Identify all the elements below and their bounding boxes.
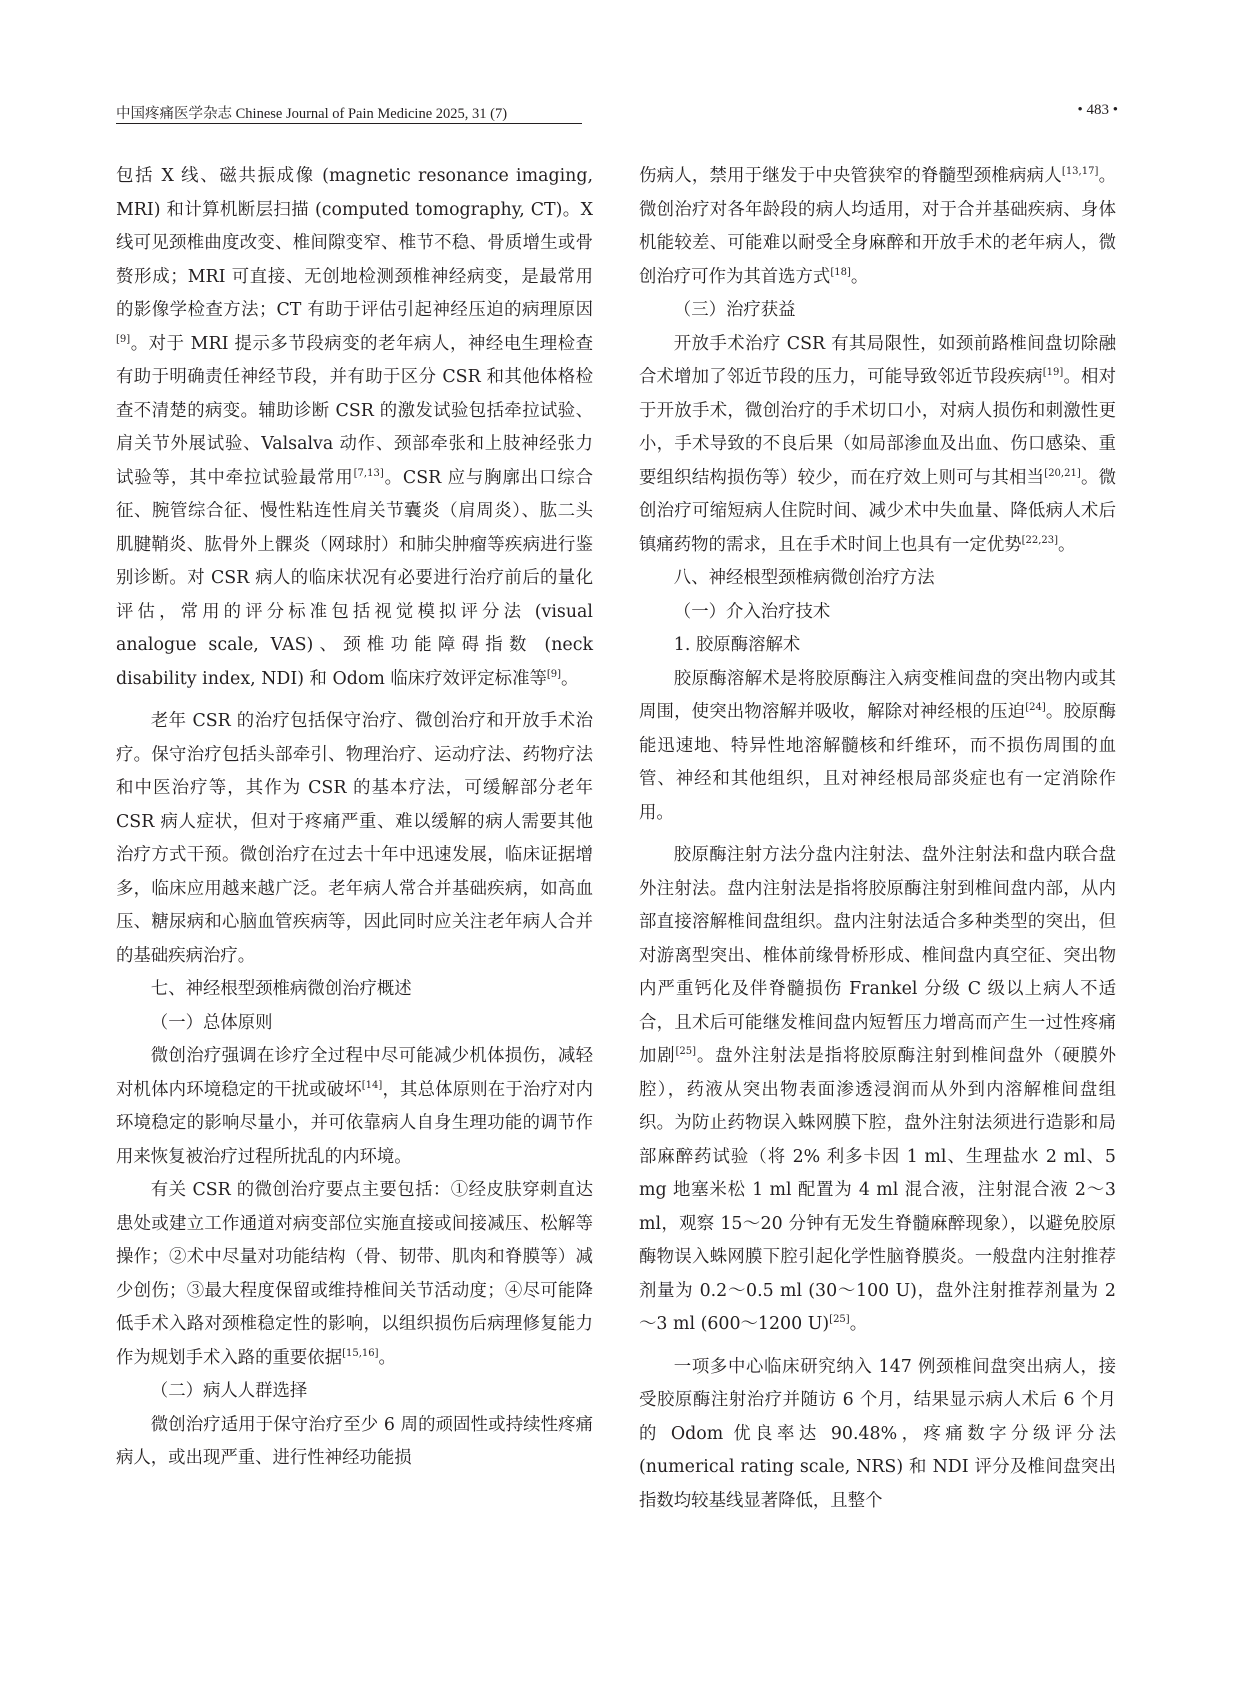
citation: [14] [361,1079,383,1091]
subsection-heading-patient-selection: （二）病人人群选择 [150,1381,308,1401]
citation: [25] [829,1314,850,1325]
paragraph-patient-selection-continued: 伤病人，禁用于继发于中央管狭窄的脊髓型颈椎病病人[13,17]。微创治疗对各年龄段的病人均适用，对于合并基础疾病、身体机能较差、可能难以耐受全身麻醉和开放手术的老年病人，微创治疗可作为其首选方式[18]。 [639,166,1116,287]
subsection-heading-general-principles: （一）总体原则 [150,1012,273,1033]
paragraph-general-principles: 微创治疗强调在诊疗全过程中尽可能减少机体损伤，减轻对机体内环境稳定的干扰或破坏[14]，其总体原则在于治疗对内环境稳定的影响尽量小，并可依靠病人自身生理功能的调节作用来恢复被治疗过程所扰乱的内环境。 [116,1046,593,1167]
citation: [9] [116,333,131,345]
journal-title: 中国疼痛医学杂志 Chinese Journal of Pain Medicine 2025, 31 (7) [116,106,508,122]
section-heading-7: 七、神经根型颈椎病微创治疗概述 [150,979,412,999]
citation: [7,13] [353,467,384,479]
citation: [19] [1042,367,1064,378]
citation: [25] [675,1046,697,1057]
section-heading-8: 八、神经根型颈椎病微创治疗方法 [673,568,935,588]
citation: [18] [830,266,851,278]
citation: [13,17] [1061,166,1099,177]
paragraph-key-points: 有关 CSR 的微创治疗要点主要包括：①经皮肤穿刺直达患处或建立工作通道对病变部位实施直接或间接减压、松解等操作；②术中尽量对功能结构（骨、韧带、肌肉和脊膜等）减少创伤；③最大程度保留或维持椎间关节活动度；④尽可能降低手术入路对颈椎稳定性的影响，以组织损伤后病理修复能力作为规划手术入路的重要依据[15,16]。 [116,1180,593,1368]
citation: [22,23] [1021,534,1059,546]
header-rule [116,123,582,124]
subsection-heading-interventional: （一）介入治疗技术 [673,601,831,622]
subsection-heading-benefits: （三）治疗获益 [673,300,796,320]
citation: [24] [1025,702,1046,713]
paragraph-collagenase-intro: 胶原酶溶解术是将胶原酶注入病变椎间盘的突出物内或其周围，使突出物溶解并吸收，解除对神经根的压迫[24]。胶原酶能迅速地、特异性地溶解髓核和纤维环，而不损伤周围的血管、神经和其他组织，且对神经根局部炎症也有一定消除作用。 [639,668,1116,823]
citation: [20,21] [1044,467,1081,479]
paragraph-treatment-overview: 老年 CSR 的治疗包括保守治疗、微创治疗和开放手术治疗。保守治疗包括头部牵引、物理治疗、运动疗法、药物疗法和中医治疗等，其作为 CSR 的基本疗法，可缓解部分老年 CSR 病人症状，但对于疼痛严重、难以缓解的病人需要其他治疗方式干预。微创治疗在过去十年中迅速发展，临床证据增多，临床应用越来越广泛。老年病人常合并基础疾病，如高血压、糖尿病和心脑血管疾病等，因此同时应关注老年病人合并的基础疾病治疗。 [116,711,593,966]
paragraph-diagnosis-continued: 包括 X 线、磁共振成像 (magnetic resonance imaging, MRI) 和计算机断层扫描 (computed tomography, CT)。X 线可见颈椎曲度改变、椎间隙变窄、椎节不稳、骨质增生或骨赘形成；MRI 可直接、无创地检测颈椎神经病变，是最常用的影像学检查方法；CT 有助于评估引起神经压迫的病理原因[9]。对于 MRI 提示多节段病变的老年病人，神经电生理检查有助于明确责任神经节段，并有助于区分 CSR 和其他体格检查不清楚的病变。辅助诊断 CSR 的激发试验包括牵拉试验、肩关节外展试验、Valsalva 动作、颈部牵张和上肢神经张力试验等，其中牵拉试验最常用[7,13]。CSR 应与胸廓出口综合征、腕管综合征、慢性粘连性肩关节囊炎（肩周炎）、肱二头肌腱鞘炎、肱骨外上髁炎（网球肘）和肺尖肿瘤等疾病进行鉴别诊断。对 CSR 病人的临床状况有必要进行治疗前后的量化评估，常用的评分标准包括视觉模拟评分法 (visual analogue scale, VAS)、颈椎功能障碍指数 (neck disability index, NDI) 和 Odom 临床疗效评定标准等[9]。 [116,166,593,689]
left-column [116,160,593,1476]
page-header [116,100,1126,124]
page-number: • 483 • [1077,102,1118,118]
paragraph-benefits: 开放手术治疗 CSR 有其局限性，如颈前路椎间盘切除融合术增加了邻近节段的压力，可能导致邻近节段疾病[19]。相对于开放手术，微创治疗的手术切口小，对病人损伤和刺激性更小，手术导致的不良后果（如局部渗血及出血、伤口感染、重要组织结构损伤等）较少，而在疗效上则可与其相当[20,21]。微创治疗可缩短病人住院时间、减少术中失血量、降低病人术后镇痛药物的需求，且在手术时间上也具有一定优势[22,23]。 [639,333,1116,555]
paragraph-clinical-study: 一项多中心临床研究纳入 147 例颈椎间盘突出病人，接受胶原酶注射治疗并随访 6 个月，结果显示病人术后 6 个月的 Odom 优良率达 90.48%，疼痛数字分级评分法 (numerical rating scale, NRS) 和 NDI 评分及椎间盘突出指数均较基线显著降低，且整个 [639,1356,1116,1511]
citation: [15,16] [342,1347,379,1359]
subsubsection-heading-collagenase: 1. 胶原酶溶解术 [673,635,801,655]
paragraph-injection-methods: 胶原酶注射方法分盘内注射法、盘外注射法和盘内联合盘外注射法。盘内注射法是指将胶原酶注射到椎间盘内部，从内部直接溶解椎间盘组织。盘内注射法适合多种类型的突出，但对游离型突出、椎体前缘骨桥形成、椎间盘内真空征、突出物内严重钙化及伴脊髓损伤 Frankel 分级 C 级以上病人不适合，且术后可能继发椎间盘内短暂压力增高而产生一过性疼痛加剧[25]。盘外注射法是指将胶原酶注射到椎间盘外（硬膜外腔），药液从突出物表面渗透浸润而从外到内溶解椎间盘组织。为防止药物误入蛛网膜下腔，盘外注射法须进行造影和局部麻醉药试验（将 2% 利多卡因 1 ml、生理盐水 2 ml、5 mg 地塞米松 1 ml 配置为 4 ml 混合液，注射混合液 2～3 ml，观察 15～20 分钟有无发生脊髓麻醉现象），以避免胶原酶物误入蛛网膜下腔引起化学性脑脊膜炎。一般盘内注射推荐剂量为 0.2～0.5 ml (30～100 U)，盘外注射推荐剂量为 2～3 ml (600～1200 U)[25]。 [639,845,1116,1334]
citation: [9] [546,668,562,680]
right-column [639,160,1116,1518]
paragraph-patient-selection: 微创治疗适用于保守治疗至少 6 周的顽固性或持续性疼痛病人，或出现严重、进行性神经功能损 [116,1414,593,1468]
